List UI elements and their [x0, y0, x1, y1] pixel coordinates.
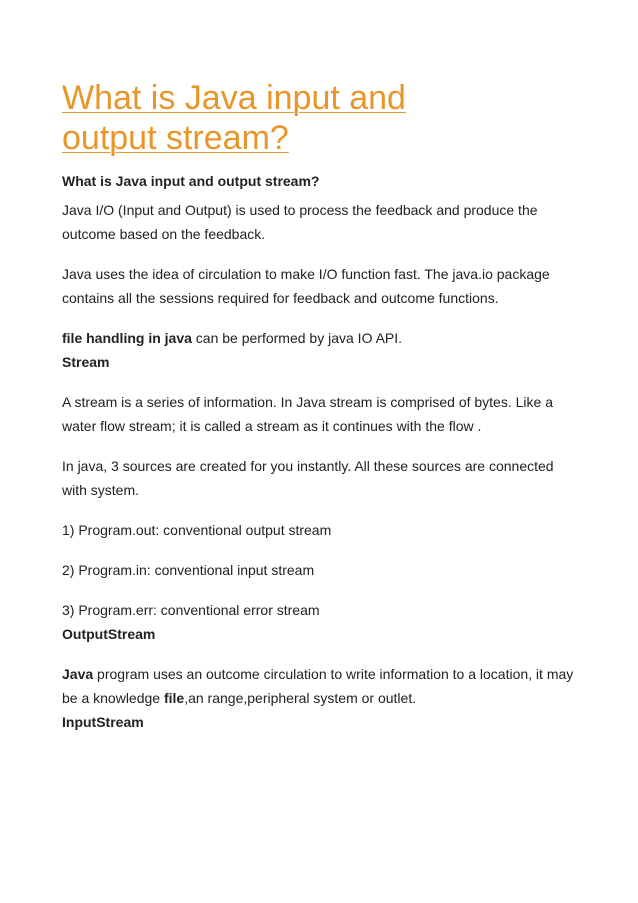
document-page [62, 78, 582, 734]
file-handling-link[interactable]: file handling in java [62, 330, 192, 346]
heading-stream: Stream [62, 354, 110, 370]
list-item-in: 2) Program.in: conventional input stream [62, 562, 315, 578]
paragraph-outputstream-text-2: ,an range,peripheral system or outlet. [184, 690, 417, 706]
list-item-out: 1) Program.out: conventional output stream [62, 522, 332, 538]
paragraph-outputstream-text-1: program uses an outcome circulation to write information to a location, it may be a knowledge [62, 666, 574, 706]
paragraph-intro: Java I/O (Input and Output) is used to process the feedback and produce the outcome based on the feedback. [62, 202, 538, 242]
file-link[interactable]: file [163, 690, 185, 706]
page-subtitle: What is Java input and output stream? [62, 173, 320, 189]
paragraph-file-handling [62, 326, 582, 350]
heading-outputstream: OutputStream [62, 626, 156, 642]
java-link[interactable]: Java [62, 666, 94, 682]
paragraph-stream: A stream is a series of information. In Java stream is comprised of bytes. Like a water flow stream; it is called a stream as it continues with the flow . [62, 394, 553, 434]
paragraph-sources: In java, 3 sources are created for you instantly. All these sources are connected with system. [62, 458, 554, 498]
list-item-err: 3) Program.err: conventional error stream [62, 602, 320, 618]
paragraph-outputstream [62, 662, 582, 710]
heading-inputstream: InputStream [62, 714, 144, 730]
page-title[interactable]: What is Java input and output stream? [62, 79, 406, 157]
paragraph-file-handling-text: can be performed by java IO API. [191, 330, 403, 346]
paragraph-circulation: Java uses the idea of circulation to make I/O function fast. The java.io package contains all the sessions required for feedback and outcome functions. [62, 266, 550, 306]
